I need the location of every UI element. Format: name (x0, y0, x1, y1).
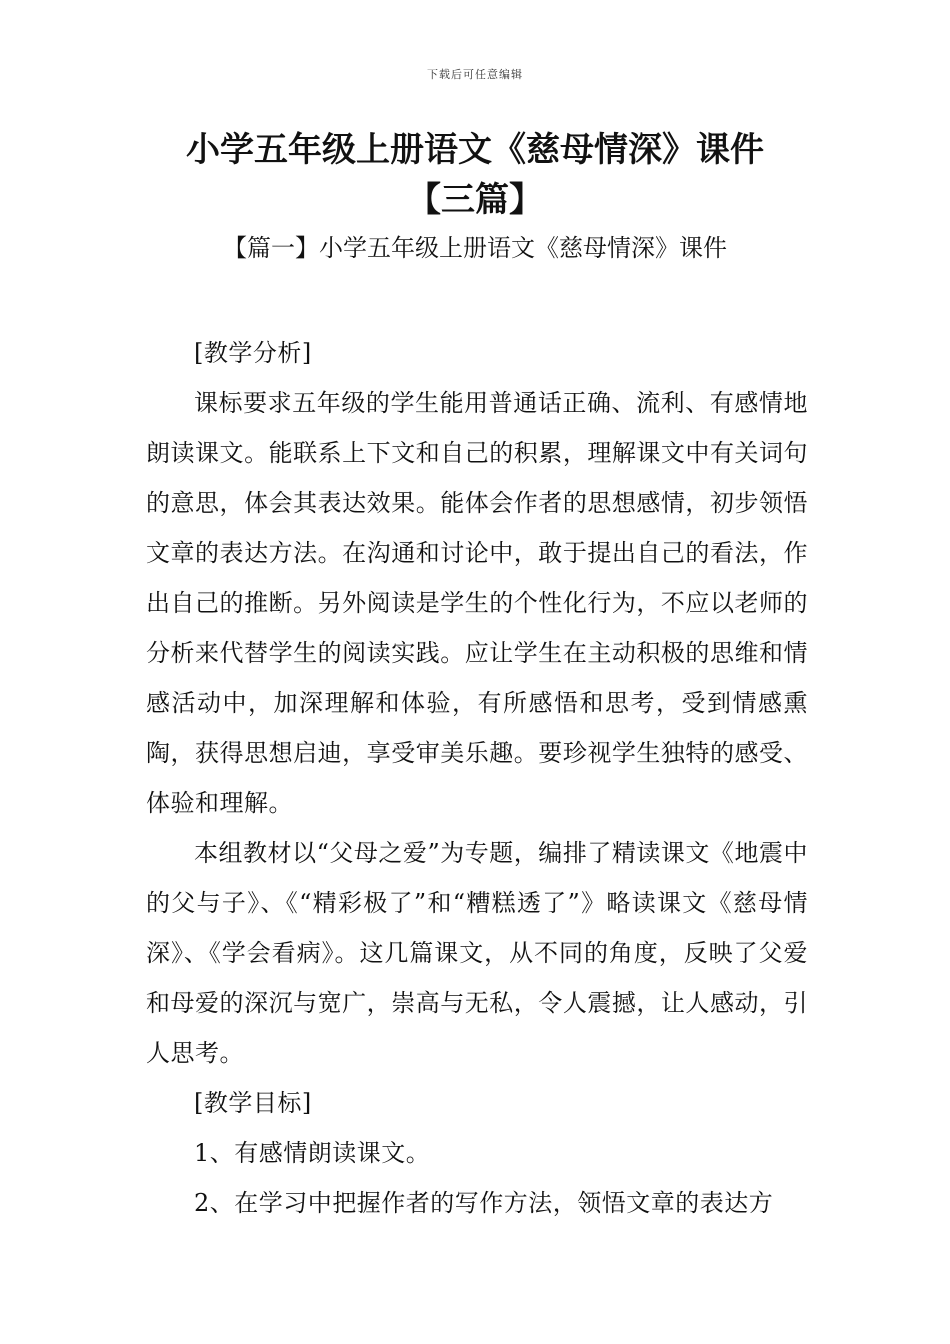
paragraph: 课标要求五年级的学生能用普通话正确、流利、有感情地朗读课文。能联系上下文和自己的积累，理解课文中有关词句的意思，体会其表达效果。能体会作者的思想感情，初步领悟文章的表达方法。在沟通和讨论中，敢于提出自己的看法，作出自己的推断。另外阅读是学生的个性化行为，不应以老师的分析来代替学生的阅读实践。应让学生在主动积极的思维和情感活动中，加深理解和体验，有所感悟和思考，受到情感熏陶，获得思想启迪，享受审美乐趣。要珍视学生独特的感受、体验和理解。 (146, 389, 808, 817)
list-item: 1、有感情朗读课文。 (194, 1139, 431, 1167)
header-note: 下载后可任意编辑 (427, 68, 523, 81)
list-item: 2、在学习中把握作者的写作方法，领悟文章的表达方 (194, 1189, 774, 1217)
document-title: 小学五年级上册语文《慈母情深》课件 (186, 130, 764, 170)
paragraph: 本组教材以“父母之爱”为专题，编排了精读课文《地震中的父与子》、《“精彩极了”和“糟糕透了”》略读课文《慈母情深》、《学会看病》。这几篇课文，从不同的角度，反映了父爱和母爱的深沉与宽广，崇高与无私，令人震撼，让人感动，引人思考。 (146, 839, 808, 1067)
document-body (146, 328, 808, 1228)
section-label-analysis: [教学分析] (194, 339, 312, 367)
document-title-suffix: 【三篇】 (407, 180, 543, 220)
section-label-goals: [教学目标] (194, 1089, 312, 1117)
section-heading: 【篇一】小学五年级上册语文《慈母情深》课件 (223, 234, 727, 262)
